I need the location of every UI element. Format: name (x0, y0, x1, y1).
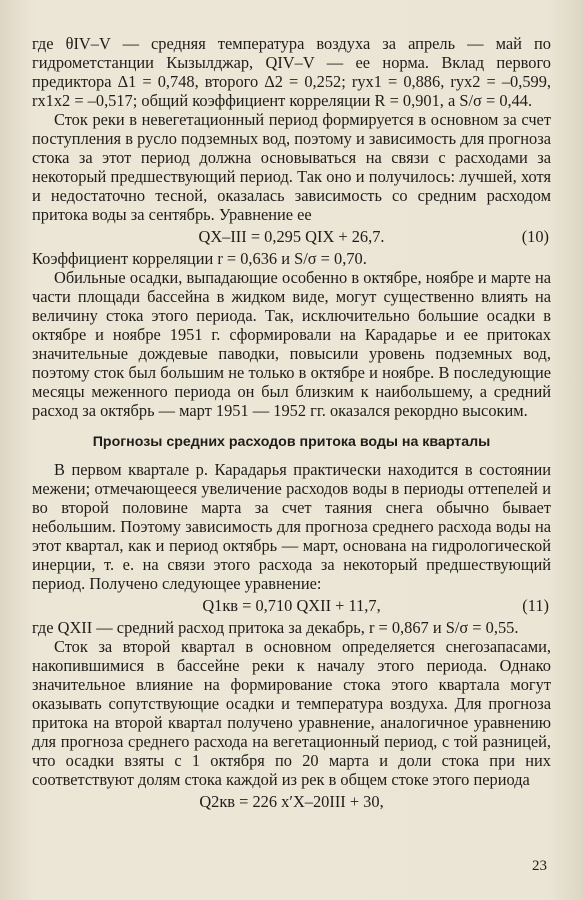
equation-10-number: (10) (521, 227, 549, 246)
equation-12 (32, 792, 551, 811)
paragraph-precipitation: Обильные осадки, выпадающие особенно в октябре, ноябре и марте на части площади бассейна в жидком виде, могут существенно влиять на величину стока этого периода. Так, исключительно большие осадки в октябре и ноябре 1951 г. сформировали на Карадарье и ее притоках значительные дождевые паводки, повысили уровень подземных вод, поэтому сток был большим не только в октябре и ноябре. В последующие месяцы меженного периода он был близким к наибольшему, а средний расход за октябрь — март 1951 — 1952 гг. оказался рекордно высоким. (32, 268, 551, 420)
equation-11-number: (11) (522, 596, 549, 615)
section-heading: Прогнозы средних расходов притока воды на кварталы (92, 434, 491, 450)
paragraph-first-quarter: В первом квартале р. Карадарья практически находится в состоянии межени; отмечающееся увеличение расходов воды в периоды оттепелей и во второй половине марта за счет таяния снега обычно бывает небольшим. Поэтому зависимость для прогноза среднего расхода воды на этот квартал, как и период октябрь — март, основана на гидрологической инерции, т. е. на связи этого расхода за некоторый предшествующий период. Получено следующее уравнение: (32, 460, 551, 593)
equation-10-expression: QX–III = 0,295 QIX + 26,7. (198, 227, 385, 246)
paragraph-predictors: где θIV–V — средняя температура воздуха за апрель — май по гидрометстанции Кызылджар, QIV–V — ее норма. Вклад первого предиктора Δ1 = 0,748, второго Δ2 = 0,252; ryx1 = 0,886, ryx2 = –0,599, rx1x2 = –0,517; общий коэффициент корреляции R = 0,901, а S/σ = 0,44. (32, 34, 551, 110)
equation-12-expression: Q2кв = 226 x′X–20III + 30, (199, 792, 384, 811)
paragraph-correlation: Коэффициент корреляции r = 0,636 и S/σ = 0,70. (32, 249, 367, 268)
equation-11 (32, 596, 551, 615)
paragraph-december-flow: где QXII — средний расход притока за декабрь, r = 0,867 и S/σ = 0,55. (32, 618, 519, 637)
equation-10 (32, 227, 551, 246)
page-number: 23 (532, 858, 547, 874)
equation-11-expression: Q1кв = 0,710 QXII + 11,7, (202, 596, 381, 615)
paragraph-nonvegetation-runoff: Сток реки в невегетационный период формируется в основном за счет поступления в русло подземных вод, поэтому и зависимость для прогноза стока за этот период должна основываться на связи с расходами за некоторый предшествующий период. Так оно и получилось: лучшей, хотя и недостаточно тесной, оказалась зависимость со средним расходом притока воды за сентябрь. Уравнение ее (32, 110, 551, 224)
paragraph-second-quarter: Сток за второй квартал в основном определяется снегозапасами, накопившимися в бассейне реки к началу этого периода. Однако значительное влияние на формирование стока этого квартала могут оказывать сопутствующие осадки и температура воздуха. Для прогноза притока на второй квартал получено уравнение, аналогичное уравнению для прогноза среднего расхода на вегетационный период, с той разницей, что осадки взяты с 1 октября по 20 марта и доли стока при них соответствуют долям стока каждой из рек в общем стоке этого периода (32, 637, 551, 789)
